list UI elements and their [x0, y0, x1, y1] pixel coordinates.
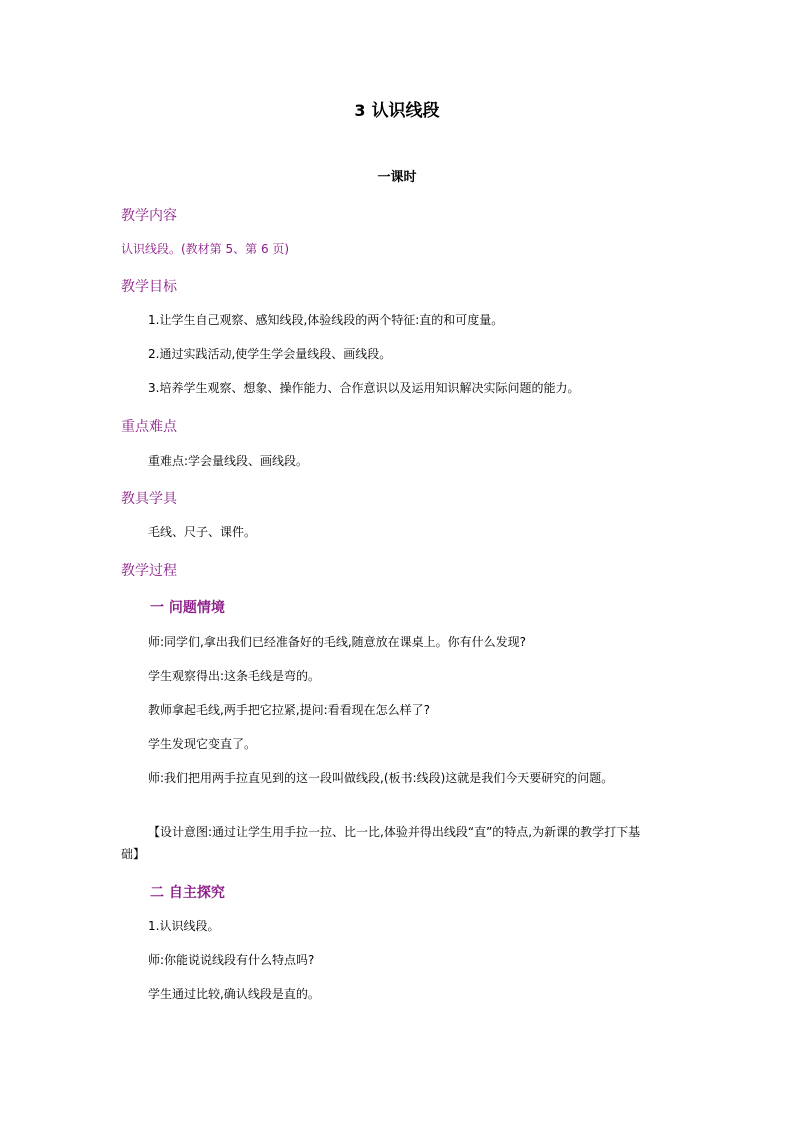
page-title — [0, 96, 794, 121]
process-paragraph: 学生通过比较,确认线段是直的。 — [148, 987, 320, 1001]
heading-teaching-content: 教学内容 — [121, 208, 177, 224]
process-paragraph: 师:你能说说线段有什么特点吗? — [148, 953, 315, 967]
process-paragraph: 1.认识线段。 — [148, 919, 220, 933]
process-paragraph: 学生发现它变直了。 — [148, 737, 257, 751]
title-text: 认识线段 — [371, 101, 440, 121]
heading-teaching-process: 教学过程 — [121, 563, 177, 579]
process-paragraph: 学生观察得出:这条毛线是弯的。 — [148, 669, 321, 683]
goal-2: 2.通过实践活动,使学生学会量线段、画线段。 — [148, 347, 392, 361]
goal-1: 1.让学生自己观察、感知线段,体验线段的两个特征:直的和可度量。 — [148, 313, 504, 327]
teaching-content-text: 认识线段。(教材第 5、第 6 页) — [121, 242, 290, 256]
process-paragraph: 师:同学们,拿出我们已经准备好的毛线,随意放在课桌上。你有什么发现? — [148, 635, 527, 649]
teaching-tools-text: 毛线、尺子、课件。 — [148, 525, 257, 539]
process-paragraph: 教师拿起毛线,两手把它拉紧,提问:看看现在怎么样了? — [148, 703, 431, 717]
title-number: 3 — [354, 101, 366, 120]
lesson-period: 一课时 — [377, 170, 417, 185]
design-intent-note: 【设计意图:通过让学生用手拉一拉、比一比,体验并得出线段“直”的特点,为新课的教学打下基础】 — [121, 825, 641, 861]
goal-3: 3.培养学生观察、想象、操作能力、合作意识以及运用知识解决实际问题的能力。 — [148, 381, 580, 395]
heading-key-points: 重点难点 — [121, 419, 177, 435]
heading-teaching-tools: 教具学具 — [121, 491, 177, 507]
heading-problem-situation: 一 问题情境 — [150, 600, 225, 616]
key-points-text: 重难点:学会量线段、画线段。 — [148, 454, 309, 468]
heading-teaching-goals: 教学目标 — [121, 279, 177, 295]
heading-independent-exploration: 二 自主探究 — [150, 885, 225, 901]
process-paragraph: 师:我们把用两手拉直见到的这一段叫做线段,(板书:线段)这就是我们今天要研究的问题。 — [148, 771, 614, 785]
